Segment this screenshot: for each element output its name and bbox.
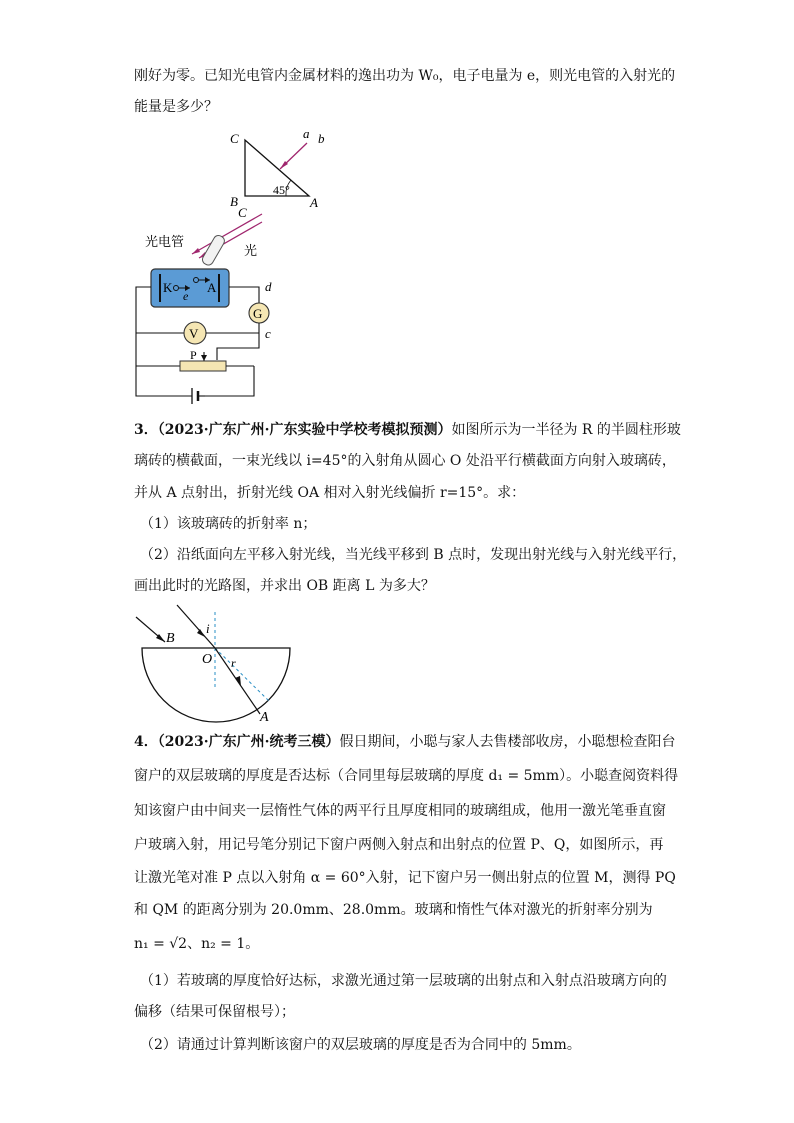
q4-line-1-text: 假日期间，小聪与家人去售楼部收房，小聪想检查阳台 (339, 734, 676, 750)
q4-sub-2: （2）请通过计算判断该窗户的双层玻璃的厚度是否为合同中的 5mm。 (140, 1037, 581, 1053)
q4-line-6: 和 QM 的距离分别为 20.0mm、28.0mm。玻璃和惰性气体对激光的折射率分别为 (134, 902, 653, 918)
prism-label-b: B (230, 194, 238, 209)
fig2-label-r: r (231, 656, 236, 670)
fig2-label-a: A (260, 710, 269, 725)
cathode-label: K (163, 280, 173, 295)
voltmeter-label: V (189, 326, 199, 341)
q4-line-1 (134, 732, 675, 752)
q3-line-4: 画出此时的光路图，并求出 OB 距离 L 为多大？ (134, 578, 435, 594)
rheostat (180, 361, 226, 371)
slider-label: P (190, 348, 197, 362)
prism-angle: 45° (273, 183, 290, 197)
ray-label-a: a (303, 126, 310, 141)
q4-line-5: 让激光笔对准 P 点以入射角 α = 60°入射，记下窗户另一侧出射点的位置 M，测得 PQ (134, 870, 676, 886)
q4-line-4: 户玻璃入射，用记号笔分别记下窗户两侧入射点和出射点的位置 P、Q，如图所示，再 (134, 837, 664, 853)
q3-line-3: 并从 A 点射出，折射光线 OA 相对入射光线偏折 r=15°。求： (134, 485, 526, 501)
q3-line-2: 璃砖的横截面，一束光线以 i=45°的入射角从圆心 O 处沿平行横截面方向射入玻璃砖， (134, 453, 676, 469)
q4-line-2: 窗户的双层玻璃的厚度是否达标（合同里每层玻璃的厚度 d₁ = 5mm）。小聪查阅资料得 (134, 768, 679, 784)
ray-label-b: b (318, 131, 325, 146)
light-label: 光 (244, 243, 258, 258)
q3-line-1-text: 如图所示为一半径为 R 的半圆柱形玻 (451, 422, 681, 438)
fig2-label-b: B (166, 631, 175, 646)
q4-sub-1: （1）若玻璃的厚度恰好达标，求激光通过第一层玻璃的出射点和入射点沿玻璃方向的 (140, 973, 667, 989)
q3-header: 3．（2023·广东广州·广东实验中学校考模拟预测） (134, 422, 452, 438)
q3-sub-1: （1）该玻璃砖的折射率 n； (140, 516, 317, 532)
galvanometer-label: G (253, 306, 263, 321)
prism-label-c: C (230, 131, 239, 146)
label-c: c (265, 326, 271, 341)
phototube-label: 光电管 (145, 234, 185, 249)
fig2-label-o: O (202, 652, 213, 667)
q3-sub-2: （2）沿纸面向左平移入射光线，当光线平移到 B 点时，发现出射光线与入射光线平行， (140, 547, 687, 563)
beam-label-c: C (238, 205, 247, 220)
q4-line-8: 偏移（结果可保留根号）； (134, 1004, 295, 1020)
figure-semicircle-glass (0, 600, 794, 730)
q3-line-1 (134, 420, 681, 440)
electron-label: e (183, 289, 189, 303)
fig2-label-i: i (206, 621, 210, 636)
intro-line-2: 能量是多少？ (134, 99, 218, 115)
figure-phototube-circuit (0, 0, 794, 420)
intro-line-1: 刚好为零。已知光电管内金属材料的逸出功为 W₀，电子电量为 e，则光电管的入射光的 (134, 68, 676, 84)
label-d: d (265, 279, 272, 294)
q4-line-3: 知该窗户由中间夹一层惰性气体的两平行且厚度相同的玻璃组成，他用一激光笔垂直窗 (134, 803, 666, 819)
prism-label-a: A (310, 195, 318, 210)
q4-header: 4．（2023·广东广州·统考三模） (134, 734, 340, 750)
anode-label: A (207, 280, 217, 295)
q4-line-7: n₁ = √2、n₂ = 1。 (134, 936, 260, 952)
